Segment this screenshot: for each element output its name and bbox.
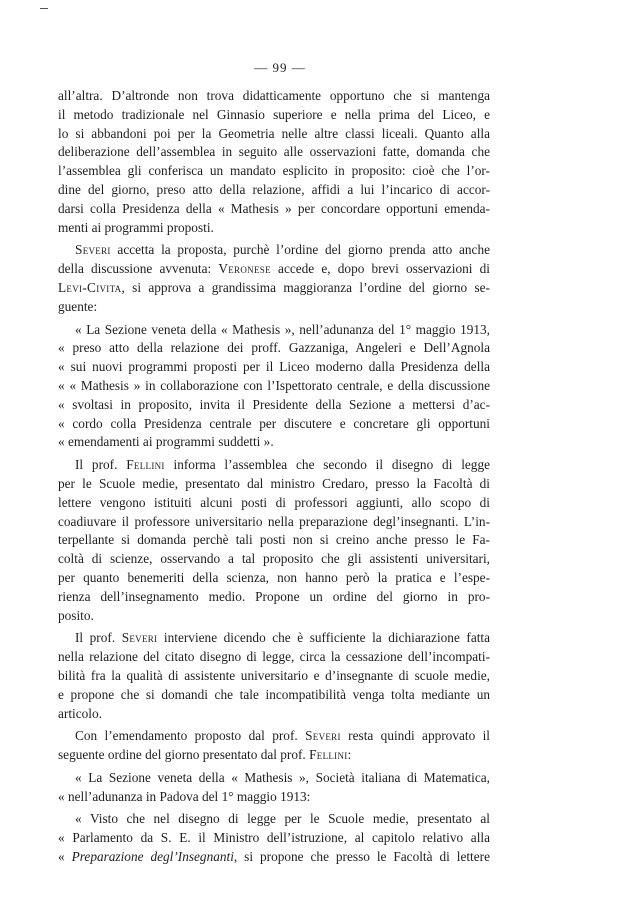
- text-run: seguente ordine del giorno presentato dal prof.: [58, 747, 310, 763]
- text-line: deliberazione dell’assemblea in seguito alle osservazioni fatte, domanda che: [58, 144, 490, 160]
- text-line: [58, 727, 490, 746]
- text-line: [58, 241, 490, 260]
- text-line: [58, 456, 490, 475]
- text-line: coadiuvare il professore universitario nella preparazione degl’insegnanti. L’in-: [58, 513, 490, 529]
- text-line: « nell’adunanza in Padova del 1° maggio 1913:: [58, 788, 311, 804]
- text-line: bilità fra la qualità di assistente universitario e d’insegnante di scuole medie,: [58, 667, 490, 683]
- person-name: Severi: [121, 630, 158, 646]
- text-line: nella relazione del citato disegno di legge, circa la cessazione dell’incompati-: [58, 649, 490, 665]
- text-line: posito.: [58, 607, 94, 623]
- text-run: Il prof.: [75, 457, 127, 473]
- text-run: , si approva a grandissima maggioranza l’ordine del giorno se-: [121, 279, 490, 295]
- corner-mark: [40, 8, 48, 9]
- text-line: « Visto che nel disegno di legge per le Scuole medie, presentato al: [75, 811, 490, 827]
- person-name: Veronese: [218, 261, 271, 277]
- text-line: l’assemblea gli conferisca un mandato esplicito in proposito: cioè che l’or-: [58, 163, 490, 179]
- paragraph-continuation: [58, 87, 490, 237]
- text-line: il metodo tradizionale nel Ginnasio superiore e nella prima del Liceo, e: [58, 106, 490, 122]
- text-line: « « Mathesis » in collaborazione con l’Ispettorato centrale, e della discussione: [58, 377, 490, 393]
- text-line: [58, 260, 490, 279]
- text-line: [58, 629, 490, 648]
- text-line: « Parlamento da S. E. il Ministro dell’istruzione, al capitolo relativo alla: [58, 830, 490, 846]
- person-name: Severi: [75, 242, 111, 258]
- quoted-visto: [58, 810, 490, 866]
- paragraph-severi-intervenes: [58, 629, 490, 723]
- paragraph-fellini: [58, 456, 490, 625]
- page-number: — 99 —: [254, 60, 306, 75]
- text-line: « svoltasi in proposito, invita il Presidente della Sezione a mettersi d’ac-: [58, 396, 490, 412]
- text-line: terpellante si domanda perchè tali posti non si creino anche presso le Fa-: [58, 532, 490, 548]
- text-run: «: [58, 849, 72, 865]
- text-line: « cordo colla Presidenza centrale per discutere e concretare gli opportuni: [58, 415, 490, 431]
- text-line: all’altra. D’altronde non trova didatticamente opportuno che si mantenga: [58, 88, 490, 103]
- text-line: articolo.: [58, 705, 102, 721]
- person-name: Fellini: [309, 747, 348, 763]
- text-line: « preso atto della relazione dei proff. Gazzaniga, Angeleri e Dell’Agnola: [58, 340, 490, 356]
- text-line: lettere vengono istituiti alcuni posti di professori aggiunti, allo scopo di: [58, 494, 490, 510]
- text-line: e propone che si domandi che tale incompatibilità venga tolta mediante un: [58, 686, 490, 702]
- text-line: lo si abbandoni poi per la Geometria nelle altre classi liceali. Quanto alla: [58, 125, 490, 141]
- italic-title: Preparazione degl’Insegnanti: [71, 849, 234, 865]
- text-run: resta quindi approvato il: [340, 728, 490, 744]
- text-line: rienza dell’insegnamento medio. Propone un ordine del giorno in pro-: [58, 588, 490, 604]
- text-run: :: [347, 747, 352, 763]
- person-name: Severi: [305, 728, 341, 744]
- person-name: Fellini: [126, 457, 165, 473]
- text-line: « La Sezione veneta della « Mathesis », Società italiana di Matematica,: [75, 769, 490, 785]
- text-line: « emendamenti ai programmi suddetti ».: [58, 434, 274, 450]
- text-run: interviene dicendo che è sufficiente la dichiarazione fatta: [157, 630, 491, 646]
- quoted-resolution: [58, 321, 490, 453]
- paragraph-severi-accepts: [58, 241, 490, 316]
- text-line: [58, 746, 490, 765]
- text-line: dine del giorno, preso atto della relazione, affidi a lui l’incarico di accor-: [58, 181, 490, 197]
- text-line: [58, 279, 490, 298]
- text-line: menti ai programmi proposti.: [58, 219, 214, 235]
- text-line: per quanto benemeriti della scienza, non hanno però la pratica e l’espe-: [58, 569, 490, 585]
- page-body: [58, 87, 490, 867]
- text-run: Il prof.: [75, 630, 122, 646]
- text-line: « La Sezione veneta della « Mathesis », nell’adunanza del 1° maggio 1913,: [75, 321, 490, 337]
- text-run: della discussione avvenuta:: [58, 261, 219, 277]
- text-line: guente:: [58, 298, 98, 314]
- text-line: coltà di scienze, osservando a tal proposito che gli assistenti universitari,: [58, 551, 490, 567]
- text-run: accetta la proposta, purchè l’ordine del giorno prenda atto anche: [110, 242, 490, 258]
- text-run: , si propone che presso le Facoltà di lettere: [233, 849, 490, 865]
- quoted-sezione: [58, 769, 490, 807]
- text-run: informa l’assemblea che secondo il disegno di legge: [164, 457, 490, 473]
- text-line: per le Scuole medie, presentato dal ministro Credaro, presso la Facoltà di: [58, 475, 490, 491]
- person-name: Levi-Civita: [58, 279, 122, 295]
- text-line: darsi colla Presidenza della « Mathesis » per concordare opportuni emenda-: [58, 200, 490, 216]
- text-run: Con l’emendamento proposto dal prof.: [75, 728, 306, 744]
- text-line: [58, 848, 490, 867]
- text-run: accede e, dopo brevi osservazioni di: [270, 261, 490, 277]
- paragraph-amendment: [58, 727, 490, 765]
- text-line: « sui nuovi programmi proposti per il Liceo moderno dalla Presidenza della: [58, 359, 490, 375]
